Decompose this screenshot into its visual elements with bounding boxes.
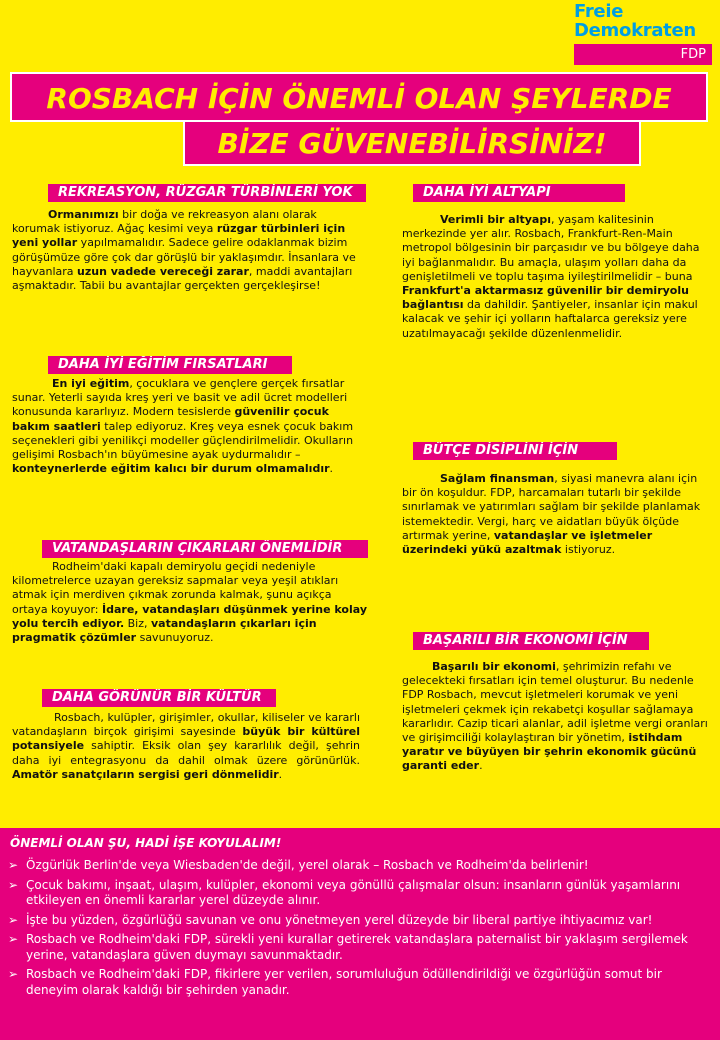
section-title-budget: BÜTÇE DİSİPLİNİ İÇİN	[413, 442, 617, 460]
arrow-bullet-icon: ➢	[8, 932, 19, 946]
bottom-heading: ÖNEMLİ OLAN ŞU, HADİ İŞE KOYULALIM!	[10, 836, 282, 850]
bottom-list-item	[6, 967, 712, 998]
emphasis-text: vatandaşlar ve işletmeler üzerindeki yükü azaltmak	[402, 528, 653, 557]
bottom-item-text: Özgürlük Berlin'de veya Wiesbaden'de değil, yerel olarak – Rosbach ve Rodheim'da belirlenir!	[26, 858, 589, 872]
section-title-infrastructure: DAHA İYİ ALTYAPI	[413, 184, 625, 202]
bottom-list-item	[6, 932, 712, 963]
emphasis-text: Ormanımızı	[48, 208, 119, 221]
bottom-item-text: Çocuk bakımı, inşaat, ulaşım, kulüpler, ekonomi veya gönüllü çalışmalar olsun: insanların günlük yaşamlarını etkileyen en önemli kararlar yerel düzeyde alınır.	[26, 877, 681, 907]
logo-line-1: Freie	[574, 1, 624, 22]
section-text-culture: Rosbach, kulüpler, girişimler, okullar, kiliseler ve kararlı vatandaşların birçok girişimi sayesinde büyük bir kültürel potansiyele sahiptir. Eksik olan şey kararlılık değil, şehrin daha iyi entegrasyonu da dahil olmak üzere görünürlük. Amatör sanatçıların sergisi geri dönmelidir.	[12, 711, 360, 781]
bottom-list-item	[6, 858, 712, 874]
bottom-list-item	[6, 878, 712, 909]
emphasis-text: büyük bir kültürel potansiyele	[12, 725, 360, 753]
emphasis-text: İdare, vatandaşları düşünmek yerine kolay yolu tercih ediyor.	[12, 602, 367, 630]
section-title-culture: DAHA GÖRÜNÜR BİR KÜLTÜR	[42, 689, 276, 707]
headline-line-2: BİZE GÜVENEBİLİRSİNİZ!	[183, 122, 641, 166]
headline-line-1: ROSBACH İÇİN ÖNEMLİ OLAN ŞEYLERDE	[10, 72, 708, 122]
section-title-citizens: VATANDAŞLARIN ÇIKARLARI ÖNEMLİDİR	[42, 540, 368, 558]
emphasis-text: güvenilir çocuk bakım saatleri	[12, 405, 329, 433]
emphasis-text: Verimli bir altyapı	[440, 213, 551, 226]
emphasis-text: rüzgar türbinleri için yeni yollar	[12, 222, 346, 250]
bottom-section	[0, 828, 720, 1040]
section-title-recreation: REKREASYON, RÜZGAR TÜRBİNLERİ YOK	[48, 184, 366, 202]
section-text-economy: Başarılı bir ekonomi, şehrimizin refahı ve gelecekteki fırsatları için temel oluşturur. Bu nedenle FDP Rosbach, mevcut işletmeleri korumak ve yeni işletmeleri çekmek için rekabetçi koşullar sağlamaya kararlıdır. Cazip ticari alanlar, adil işletme vergi oranları ve girişimciliği kolaylaştıran bir yönetim, istihdam yaratır ve büyüyen bir şehrin ekonomik gücünü garanti eder.	[402, 660, 708, 773]
emphasis-text: En iyi eğitim	[52, 377, 130, 390]
section-text-infrastructure: Verimli bir altyapı, yaşam kalitesinin merkezinde yer alır. Rosbach, Frankfurt-Ren-Main metropol bölgesinin bir parçasıdır ve bu bölgeye daha iyi bağlanmalıdır. Bu amaçla, ulaşım yolları daha da genişletilmeli ve toplu taşıma iyileştirilmelidir – buna Frankfurt'a aktarmasız güvenilir bir demiryolu bağlantısı da dahildir. Şantiyeler, insanlar için makul kalacak ve şehir içi yolların haftalarca gereksiz yere uzatılmayacağı şekilde düzenlenmelidir.	[402, 213, 700, 340]
emphasis-text: Frankfurt'a aktarmasız güvenilir bir demiryolu bağlantısı	[402, 284, 689, 312]
bottom-list-item	[6, 913, 712, 929]
section-text-recreation: Ormanımızı bir doğa ve rekreasyon alanı olarak korumak istiyoruz. Ağaç kesimi veya rüzgar türbinleri için yeni yollar yapılmamalıdır. Sadece gelire odaklanmak bizim görüşümüze göre çok dar görüşlü bir yaklaşımdır. İnsanlara ve hayvanlara uzun vadede vereceği zarar, maddi avantajları aşmaktadır. Tabii bu avantajlar gerçekten gerçekleşirse!	[12, 208, 356, 293]
arrow-bullet-icon: ➢	[8, 912, 19, 927]
arrow-bullet-icon: ➢	[8, 858, 19, 872]
fdp-logo	[574, 1, 714, 62]
emphasis-text: Başarılı bir ekonomi	[432, 660, 556, 673]
arrow-bullet-icon: ➢	[8, 877, 19, 892]
arrow-bullet-icon: ➢	[8, 967, 19, 981]
section-title-economy: BAŞARILI BİR EKONOMİ İÇİN	[413, 632, 649, 650]
bottom-item-text: Rosbach ve Rodheim'daki FDP, fikirlere yer verilen, sorumluluğun ödüllendirildiği ve özgürlüğün somut bir deneyim olarak kaldığı bir şehirden yanadır.	[26, 967, 662, 997]
emphasis-text: konteynerlerde eğitim kalıcı bir durum olmamalıdır	[12, 462, 330, 476]
logo-badge: FDP	[574, 44, 712, 65]
section-text-citizens: Rodheim'daki kapalı demiryolu geçidi nedeniyle kilometrelerce uzayan gereksiz sapmalar veya yeşil atıkları atmak için merdiven çıkmak zorunda kalmak, şunu açıkça ortaya koyuyor: İdare, vatandaşları düşünmek yerine kolay yolu tercih ediyor. Biz, vatandaşların çıkarları için pragmatik çözümler savunuyoruz.	[12, 560, 367, 645]
emphasis-text: istihdam yaratır ve büyüyen bir şehrin ekonomik gücünü garanti eder	[402, 731, 697, 773]
logo-line-2: Demokraten	[574, 20, 696, 41]
emphasis-text: Sağlam finansman	[440, 472, 555, 485]
bottom-item-text: İşte bu yüzden, özgürlüğü savunan ve onu yönetmeyen yerel düzeyde bir liberal partiye ihtiyacımız var!	[26, 912, 653, 927]
emphasis-text: uzun vadede vereceği zarar	[77, 264, 249, 278]
emphasis-text: Amatör sanatçıların sergisi geri dönmelidir	[12, 767, 279, 781]
emphasis-text: vatandaşların çıkarları için pragmatik çözümler	[12, 616, 317, 645]
section-title-education: DAHA İYİ EĞİTİM FIRSATLARI	[48, 356, 292, 374]
section-text-education: En iyi eğitim, çocuklara ve gençlere gerçek fırsatlar sunar. Yeterli sayıda kreş yeri ve basit ve adil ücret modelleri konusunda kararlıyız. Modern tesislerde güvenilir çocuk bakım saatleri talep ediyoruz. Kreş veya esnek çocuk bakım seçenekleri gibi yenilikçi modeller güçlendirilmelidir. Okulların gelişimi Rosbach'ın büyümesine ayak uydurmalıdır – konteynerlerde eğitim kalıcı bir durum olmamalıdır.	[12, 377, 354, 476]
bottom-item-text: Rosbach ve Rodheim'daki FDP, sürekli yeni kurallar getirerek vatandaşlara paternalist bir yaklaşım sergilemek yerine, vatandaşlara güven duymayı savunmaktadır.	[26, 932, 688, 962]
bottom-list	[6, 858, 712, 1002]
section-text-budget: Sağlam finansman, siyasi manevra alanı için bir ön koşuldur. FDP, harcamaları tutarlı bir şekilde sınırlamak ve yatırımları sağlam bir şekilde planlamak istemektedir. Vergi, harç ve aidatları büyük ölçüde artırmak yerine, vatandaşlar ve işletmeler üzerindeki yükü azaltmak istiyoruz.	[402, 472, 701, 557]
